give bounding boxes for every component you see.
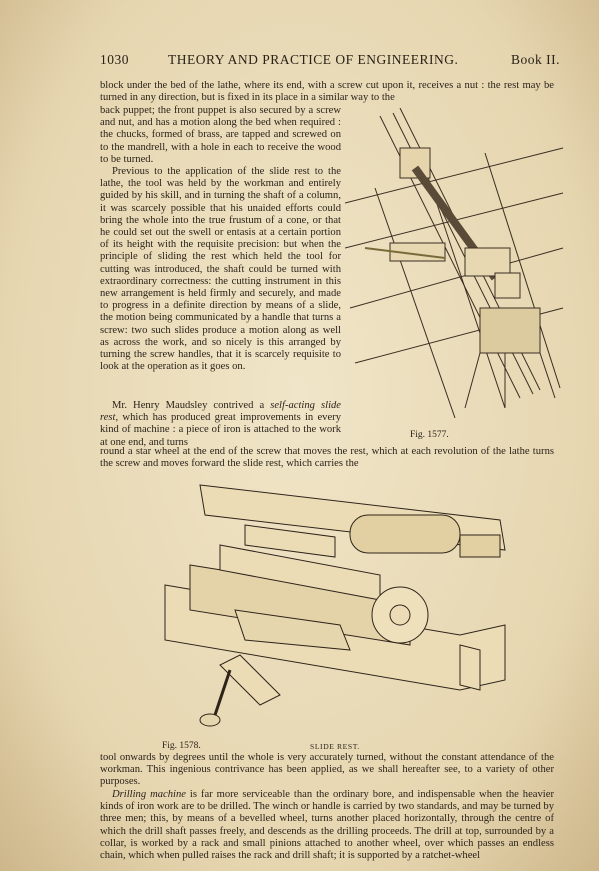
figure-caption-1578: Fig. 1578. xyxy=(162,741,201,751)
book-number: Book II. xyxy=(511,52,560,67)
lathe-illustration xyxy=(345,108,565,423)
running-title: THEORY AND PRACTICE OF ENGINEERING. xyxy=(168,52,459,67)
figure-caption-1577: Fig. 1577. xyxy=(410,430,449,440)
paragraph-star-wheel: round a star wheel at the end of the screw that moves the rest, which at each revolution of the lathe turns the screw and moves forward the slide rest, which carries the xyxy=(100,446,554,470)
paragraph-intro: block under the bed of the lathe, where its end, with a screw cut upon it, receives a nut : the rest may be turned in any direction, but is fixed in its place in a similar way to the xyxy=(100,80,554,104)
page-number: 1030 xyxy=(100,52,129,67)
paragraph-tool-onwards: tool onwards by degrees until the whole is very accurately turned, without the constant attendance of the workman. This ingenious contrivance has been applied, as we shall hereafter see, to a variety of other purposes. xyxy=(100,752,554,788)
slide-rest-illustration xyxy=(160,475,515,735)
paragraph-drilling-machine: Drilling machine is far more serviceable than the ordinary bore, and indispensable when the heavier kinds of iron work are to be drilled. The winch or handle is carried by two standards, and may be turned by three men; this, by means of a bevelled wheel, turns another placed horizontally, through the centre of which the drill shaft passes freely, and descends as the drilling proceeds. The drill at top, surrounded by a collar, is worked by a rack and small pinions attached to another wheel, over which passes an endless chain, which when pulled raises the rack and drill shaft; it is supported by a ratchet-wheel xyxy=(100,789,554,862)
paragraph-maudsley: Mr. Henry Maudsley contrived a self-acting slide rest, which has produced great improvements in every kind of machine : a piece of iron is attached to the work at one end, and turns xyxy=(100,400,342,448)
paragraph-puppet: back puppet; the front puppet is also secured by a screw and nut, and has a motion along the bed when required : the chucks, formed of brass, are tapped and screwed on to the mandrell, with a hole in each to receive the wood to be turned. xyxy=(100,105,341,165)
running-header xyxy=(100,52,560,72)
paragraph-slide-rest-history: Previous to the application of the slide rest to the lathe, the tool was held by the workman and entirely guided by his skill, and in turning the shaft of a column, it was scarcely possible that his unaided efforts could bring the whole into the true frustum of a cone, or that he could set out the swell or entasis at a certain portion of its height with the requisite precision: but when the principle of sliding the rest which held the tool for cutting was introduced, the shaft could be turned with extraordinary correctness: the cutting instrument in this new arrangement is held firmly and securely, and made to progress in a definite direction by means of a slide, the motion being communicated by a handle that turns a screw: two such slides produce a motion along as well as across the work, and so nicely is this arranged by turning the screw handles, that it is scarcely requisite to look at the operation as it goes on. xyxy=(100,166,341,373)
figure-title-slide-rest: SLIDE REST. xyxy=(310,742,360,751)
